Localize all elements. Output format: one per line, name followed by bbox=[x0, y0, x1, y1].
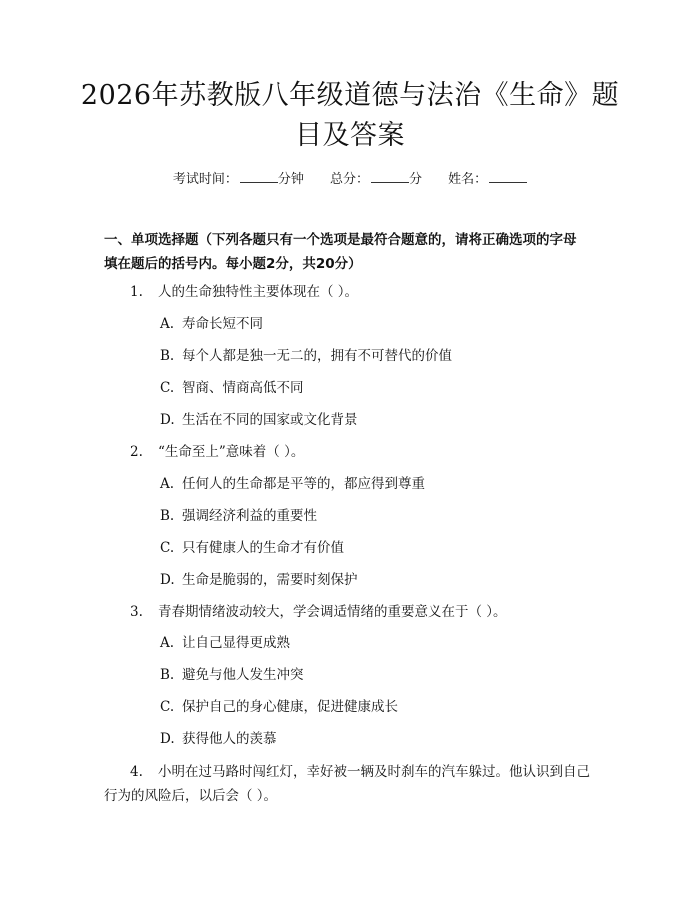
title-line-2: 目及答案 bbox=[295, 120, 405, 151]
question-3 bbox=[104, 600, 614, 624]
option-letter: A. bbox=[160, 316, 175, 332]
section-heading bbox=[104, 228, 604, 276]
option-text: 避免与他人发生冲突 bbox=[182, 667, 304, 683]
score-label: 总分： bbox=[329, 172, 369, 187]
option-letter: A. bbox=[160, 635, 175, 651]
question-stem-line-1: 小明在过马路时闯红灯，幸好被一辆及时刹车的汽车躲过。他认识到自己 bbox=[158, 764, 590, 780]
question-stem-line-2: 行为的风险后，以后会（ ）。 bbox=[104, 788, 278, 804]
option-letter: D. bbox=[160, 572, 175, 588]
q3-option-b bbox=[160, 665, 304, 685]
question-number: 4. bbox=[130, 764, 143, 780]
option-letter: D. bbox=[160, 412, 175, 428]
question-stem: 人的生命独特性主要体现在（ ）。 bbox=[158, 284, 359, 300]
q3-option-a bbox=[160, 633, 290, 653]
q1-option-d bbox=[160, 410, 358, 430]
time-blank bbox=[240, 170, 278, 183]
q3-option-c bbox=[160, 697, 398, 717]
total-score bbox=[330, 172, 422, 187]
q1-option-c bbox=[160, 378, 304, 398]
title-line-1: 2026年苏教版八年级道德与法治《生命》题 bbox=[80, 80, 620, 111]
option-text: 智商、情商高低不同 bbox=[182, 380, 304, 396]
option-letter: B. bbox=[160, 348, 175, 364]
exam-meta bbox=[0, 170, 700, 189]
option-letter: D. bbox=[160, 731, 175, 747]
option-letter: C. bbox=[160, 540, 175, 556]
student-name bbox=[448, 172, 527, 187]
name-label: 姓名： bbox=[448, 172, 488, 187]
question-number: 1. bbox=[130, 284, 143, 300]
q2-option-a bbox=[160, 474, 425, 494]
section-heading-line-2: 填在题后的括号内。每小题2分，共20分） bbox=[104, 256, 362, 272]
option-text: 保护自己的身心健康，促进健康成长 bbox=[182, 699, 398, 715]
q2-option-b bbox=[160, 506, 317, 526]
option-text: 每个人都是独一无二的，拥有不可替代的价值 bbox=[182, 348, 452, 364]
option-letter: B. bbox=[160, 667, 175, 683]
question-4 bbox=[104, 760, 614, 808]
option-text: 强调经济利益的重要性 bbox=[182, 508, 317, 524]
option-letter: A. bbox=[160, 476, 175, 492]
option-text: 寿命长短不同 bbox=[182, 316, 263, 332]
question-2 bbox=[104, 440, 614, 464]
score-unit: 分 bbox=[409, 172, 423, 187]
score-blank bbox=[371, 170, 409, 183]
option-text: 让自己显得更成熟 bbox=[182, 635, 290, 651]
option-text: 生活在不同的国家或文化背景 bbox=[182, 412, 358, 428]
q2-option-c bbox=[160, 538, 344, 558]
option-letter: C. bbox=[160, 380, 175, 396]
document-title bbox=[60, 76, 640, 156]
q3-option-d bbox=[160, 729, 277, 749]
q1-option-a bbox=[160, 314, 263, 334]
question-stem: “生命至上”意味着（ ）。 bbox=[158, 444, 305, 460]
option-text: 获得他人的羡慕 bbox=[182, 731, 277, 747]
option-text: 任何人的生命都是平等的，都应得到尊重 bbox=[182, 476, 425, 492]
question-number: 2. bbox=[130, 444, 143, 460]
q1-option-b bbox=[160, 346, 452, 366]
option-letter: C. bbox=[160, 699, 175, 715]
section-heading-line-1: 一、单项选择题（下列各题只有一个选项是最符合题意的，请将正确选项的字母 bbox=[104, 232, 577, 248]
time-unit: 分钟 bbox=[277, 172, 304, 187]
question-1 bbox=[104, 280, 614, 304]
exam-time bbox=[173, 172, 304, 187]
q2-option-d bbox=[160, 570, 358, 590]
option-text: 生命是脆弱的，需要时刻保护 bbox=[182, 572, 358, 588]
option-text: 只有健康人的生命才有价值 bbox=[182, 540, 344, 556]
question-number: 3. bbox=[130, 604, 143, 620]
name-blank bbox=[489, 170, 527, 183]
time-label: 考试时间： bbox=[172, 172, 238, 187]
option-letter: B. bbox=[160, 508, 175, 524]
question-stem: 青春期情绪波动较大，学会调适情绪的重要意义在于（ ）。 bbox=[158, 604, 507, 620]
